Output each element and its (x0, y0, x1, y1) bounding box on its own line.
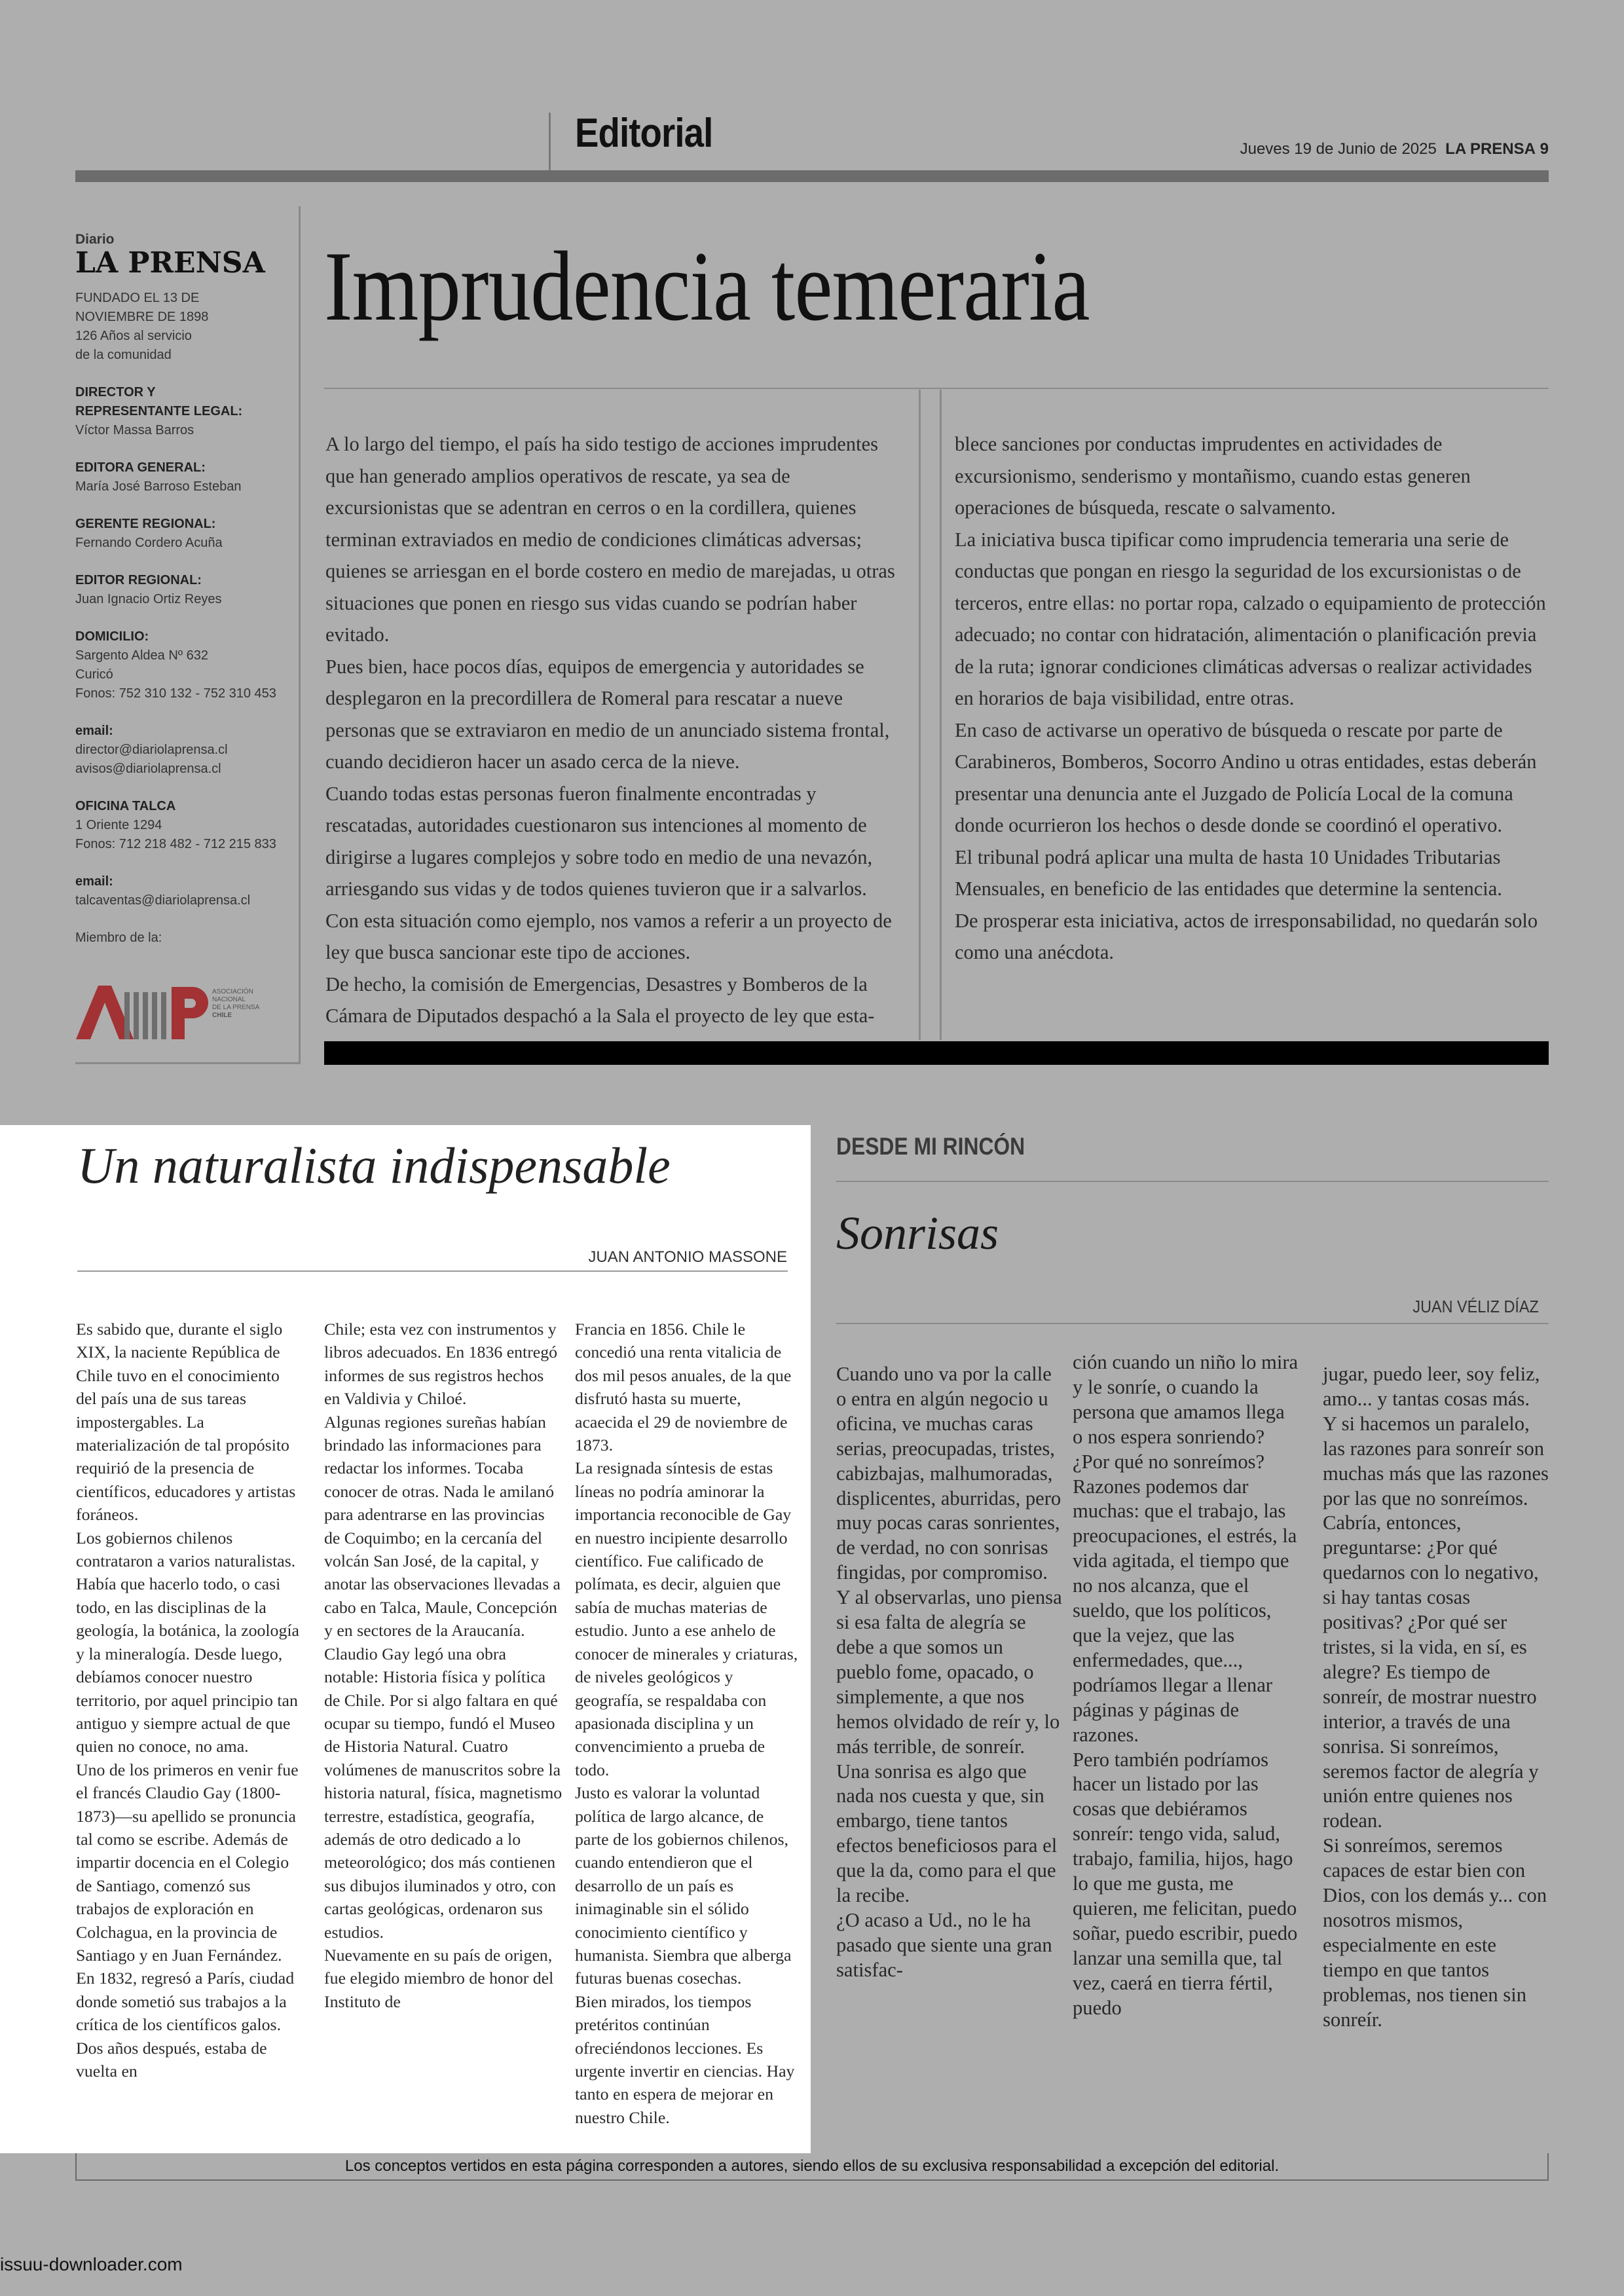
editorial-title: Imprudencia temeraria (324, 231, 1090, 341)
anp-logo-p (172, 987, 208, 1039)
editor-label: EDITOR REGIONAL: (75, 573, 202, 587)
email2-label: email: (75, 874, 113, 889)
sonrisas-column-1 (836, 1362, 1062, 1983)
editorial-left-column (325, 428, 908, 1032)
naturalista-column-3 (575, 1318, 801, 2129)
paragraph: ¿Por qué no sonreímos? Razones podemos dar muchas: que el trabajo, las preocupaciones, el estrés, la vida agitada, el tiempo que no nos alcanza, que el sueldo, que los políticos, que la vejez, que las enfermedades, que..., podríamos llegar a llenar páginas y páginas de razones. (1073, 1450, 1297, 1746)
paragraph: Con esta situación como ejemplo, nos vamos a referir a un proyecto de ley que busca sancionar este tipo de acciones. (325, 909, 892, 963)
years-line: 126 Años al servicio (75, 329, 192, 343)
paragraph: ¿O acaso a Ud., no le ha pasado que siente una gran satisfac- (836, 1908, 1052, 1981)
svg-text:DE LA PRENSA: DE LA PRENSA (212, 1004, 260, 1011)
kicker-rule (836, 1181, 1549, 1182)
domicilio-label: DOMICILIO: (75, 629, 149, 644)
paragraph: Chile; esta vez con instrumentos y libros adecuados. En 1836 entregó informes de sus registros hechos en Valdivia y Chiloé. (324, 1320, 558, 1409)
label-line: DIRECTOR Y (75, 385, 156, 399)
header-page-number: 9 (1540, 140, 1549, 158)
editorial-bottom-bar (324, 1041, 1549, 1065)
paragraph: Es sabido que, durante el siglo XIX, la naciente República de Chile tuvo en el conocimiento del país una de sus tareas impostergables. La materialización de tal propósito requirió de la presencia de científicos, educadores y artistas foráneos. (76, 1320, 296, 1525)
email-label: email: (75, 724, 113, 738)
watermark-link[interactable]: issuu-downloader.com (0, 2254, 183, 2274)
paragraph: Algunas regiones sureñas habían brindado las informaciones para redactar los informes. Tocaba conocer de otras. Nada le amilanó para adentrarse en las provincias de Coquimbo; en la cercanía del volcán San José, de la capital, y anotar las observaciones llevadas a cabo en Talca, Maule, Concepción y en sectores de la Araucanía. (324, 1412, 561, 1640)
anp-logo (73, 979, 283, 1045)
anp-logo-n (124, 992, 166, 1039)
naturalista-title: Un naturalista indispensable (77, 1137, 671, 1194)
paragraph: Cuando todas estas personas fueron finalmente encontradas y rescatadas, autoridades cuestionaron sus intenciones al momento de dirigirse a lugares complejos y sobre todo en medio de una nevazón, arriesgando sus vidas y de todos quienes tuvieron que ir a salvarlos. (325, 782, 873, 900)
sonrisas-column-2 (1073, 1350, 1299, 2020)
founded-line: FUNDADO EL 13 DE (75, 291, 200, 305)
paragraph: Los gobiernos chilenos contrataron a varios naturalistas. Había que hacerlo todo, o casi todo, en las disciplinas de la geología, la botánica, la zoología y la mineralogía. Desde luego, debíamos conocer nuestro territorio, por aquel principio tan antiguo y siempre actual de que quien no conoce, no ama. (76, 1528, 299, 1756)
paragraph: Y si hacemos un paralelo, las razones para sonreír son muchas más que las razones por las que no sonreímos. (1323, 1412, 1549, 1509)
paragraph: El tribunal podrá aplicar una multa de hasta 10 Unidades Tributarias Mensuales, en beneficio de las entidades que determine la sentencia. (955, 845, 1502, 900)
paragraph: Nuevamente en su país de origen, fue elegido miembro de honor del Instituto de (324, 1945, 554, 2011)
paragraph: Claudio Gay legó una obra notable: Historia física y política de Chile. Por si algo faltara en qué ocupar su tiempo, fundó el Museo de Historia Natural. Cuatro volúmenes de manuscritos sobre la historia natural, física, magnetismo terrestre, estadística, geografía, además de otro dedicado a lo meteorológico; dos más contienen sus dibujos iluminados y otro, con cartas geológicas, ordenaron sus estudios. (324, 1644, 563, 1942)
paragraph: Justo es valorar la voluntad política de largo alcance, de parte de los gobiernos chilenos, cuando entendieron que el desarrollo de un país es inimaginable sin el sólido conocimiento científico y humanista. Siembra que alberga futuras buenas cosechas. (575, 1783, 792, 1988)
naturalista-column-1 (76, 1318, 302, 2083)
paragraph: La iniciativa busca tipificar como imprudencia temeraria una serie de conductas que pongan en riesgo la seguridad de los excursionistas o de terceros, entre ellas: no portar ropa, calzado o equipamiento de protección adecuado; no contar con hidratación, alimentación o planificación previa de la ruta; ignorar condiciones climáticas adversas o realizar actividades en horarios de baja visibilidad, entre otras. (955, 528, 1546, 709)
talca-phones: Fonos: 712 218 482 - 712 215 833 (75, 837, 276, 851)
naturalista-author: JUAN ANTONIO MASSONE (588, 1248, 787, 1266)
column-separator (919, 390, 921, 1040)
domicilio-phones: Fonos: 752 310 132 - 752 310 453 (75, 686, 276, 701)
paragraph: A lo largo del tiempo, el país ha sido testigo de acciones imprudentes que han generado amplios operativos de rescate, ya sea de excursionistas que se adentran en cerros o en la cordillera, quienes terminan extraviados en medio de condiciones climáticas adversas; quienes se arriesgan en el borde costero en medio de marejadas, u otras situaciones que ponen en riesgo sus vidas cuando se podrían haber evitado. (325, 433, 895, 646)
paragraph: Uno de los primeros en venir fue el francés Claudio Gay (1800-1873)—su apellido se pronuncia tal como se escribe. Además de impartir docencia en el Colegio de Santiago, comenzó sus trabajos de exploración en Colchagua, en la provincia de Santiago y en Juan Fernández. En 1832, regresó a París, ciudad donde sometió sus trabajos a la crítica de los científicos galos. Dos años después, estaba de vuelta en (76, 1760, 299, 2081)
paragraph: Cabría, entonces, preguntarse: ¿Por qué quedarnos con lo negativo, si hay tantas cosas positivas? ¿Por qué ser tristes, si la vida, en sí, es alegre? Es tiempo de sonreír, de mostrar nuestro interior, a través de una sonrisa. Si sonreímos, seremos factor de alegría y unión entre quienes nos rodean. (1323, 1511, 1539, 1832)
sonrisas-rule (836, 1323, 1549, 1324)
email-avisos: avisos@diariolaprensa.cl (75, 762, 221, 776)
header-rule (75, 170, 1549, 182)
masthead-diario: Diario (75, 232, 115, 247)
sonrisas-column-3 (1323, 1362, 1549, 2032)
header-dateline (1240, 140, 1549, 158)
masthead (75, 232, 291, 948)
paragraph: Bien mirados, los tiempos pretéritos continúan ofreciéndonos lecciones. Es urgente invertir en ciencias. Hay tanto en espera de mejorar en nuestro Chile. (575, 1991, 795, 2127)
editorial-right-column (955, 428, 1547, 969)
member-label: Miembro de la: (75, 931, 162, 945)
masthead-bottom-rule (75, 1062, 301, 1064)
editorial-rule (324, 388, 1549, 389)
gerente-name: Fernando Cordero Acuña (75, 536, 223, 550)
paragraph: En caso de activarse un operativo de búsqueda o rescate por parte de Carabineros, Bomberos, Socorro Andino u otras entidades, estas deberán presentar una denuncia ante el Juzgado de Policía Local de la comuna donde ocurrieron los hechos o desde donde se coordinó el operativo. (955, 718, 1537, 836)
email-talca: talcaventas@diariolaprensa.cl (75, 893, 251, 908)
paragraph: De hecho, la comisión de Emergencias, Desastres y Bomberos de la Cámara de Diputados despachó a la Sala el proyecto de ley que esta- (325, 972, 875, 1027)
label-line: REPRESENTANTE LEGAL: (75, 404, 243, 418)
paragraph: La resignada síntesis de estas líneas no podría aminorar la importancia reconocible de Gay en nuestro incipiente desarrollo científico. Fue calificado de polímata, es decir, alguien que sabía de muchas materias de estudio. Junto a ese anhelo de conocer de minerales y criaturas, de niveles geológicos y geografía, se respaldaba con apasionada disciplina y un convencimiento a prueba de todo. (575, 1458, 798, 1779)
column-separator (940, 390, 942, 1040)
paragraph: Una sonrisa es algo que nada nos cuesta y que, sin embargo, tiene tantos efectos beneficiosos para el que la da, como para el que la recibe. (836, 1760, 1058, 1907)
paragraph: De prosperar esta iniciativa, actos de irresponsabilidad, no quedarán solo como una anécdota. (955, 909, 1538, 963)
masthead-brand: LA PRENSA (75, 246, 265, 280)
svg-text:NACIONAL: NACIONAL (212, 996, 246, 1003)
paragraph: Francia en 1856. Chile le concedió una renta vitalicia de dos mil pesos anuales, de la que disfrutó hasta su muerte, acaecida el 29 de noviembre de 1873. (575, 1320, 792, 1455)
gerente-label: GERENTE REGIONAL: (75, 517, 216, 531)
disclaimer-text: Los conceptos vertidos en esta página corresponden a autores, siendo ellos de su exclusiva responsabilidad a excepción del editorial. (344, 2157, 1280, 2175)
editora-label: EDITORA GENERAL: (75, 460, 206, 475)
masthead-divider (299, 206, 301, 1064)
founded-line: NOVIEMBRE DE 1898 (75, 310, 209, 324)
paragraph: Pero también podríamos hacer un listado por las cosas que debiéramos sonreír: tengo vida, salud, trabajo, familia, hijos, hago lo que me gusta, me quieren, me felicitan, puedo soñar, puedo escribir, puedo lanzar una semilla que, tal vez, caerá en tierra fértil, puedo (1073, 1748, 1298, 2019)
paragraph: blece sanciones por conductas imprudentes en actividades de excursionismo, senderismo y montañismo, cuando estas generen operaciones de búsqueda, rescate o salvamento. (955, 433, 1471, 519)
paragraph: Si sonreímos, seremos capaces de estar bien con Dios, con los demás y... con nosotros mismos, especialmente en este tiempo en que tantos problemas, nos tienen sin sonreír. (1323, 1834, 1547, 2031)
director-label (75, 383, 291, 421)
paragraph: jugar, puedo leer, soy feliz, amo... y tantas cosas más. (1323, 1363, 1540, 1410)
section-title: Editorial (575, 111, 713, 156)
paragraph: Y al observarlas, uno piensa si esa falta de alegría se debe a que somos un pueblo fome, opacado, o simplemente, a que nos hemos olvidado de reír y, lo más terrible, de sonreír. (836, 1586, 1062, 1758)
svg-text:CHILE: CHILE (212, 1012, 232, 1019)
domicilio-line: Sargento Aldea Nº 632 (75, 648, 209, 663)
paragraph: Pues bien, hace pocos días, equipos de emergencia y autoridades se desplegaron en la precordillera de Romeral para rescatar a nueve personas que se extraviaron en medio de un anunciado sistema frontal, cuando decidieron hacer un asado cerca de la nieve. (325, 655, 890, 773)
header-date: Jueves 19 de Junio de 2025 (1240, 140, 1437, 158)
anp-logo-text (212, 987, 260, 1019)
editor-name: Juan Ignacio Ortiz Reyes (75, 592, 222, 606)
director-name: Víctor Massa Barros (75, 423, 194, 437)
naturalista-column-2 (324, 1318, 563, 2013)
talca-address: 1 Oriente 1294 (75, 818, 162, 832)
column-kicker: DESDE MI RINCÓN (836, 1133, 1025, 1160)
editora-name: María José Barroso Esteban (75, 479, 242, 494)
talca-label: OFICINA TALCA (75, 799, 176, 813)
paragraph: Cuando uno va por la calle o entra en algún negocio u oficina, ve muchas caras serias, preocupadas, tristes, cabizbajas, malhumoradas, displicentes, aburridas, pero muy pocas caras sonrientes, de verdad, no con sonrisas fingidas, por compromiso. (836, 1363, 1061, 1584)
svg-text:ASOCIACIÓN: ASOCIACIÓN (212, 988, 253, 995)
header-paper-name: LA PRENSA (1445, 140, 1536, 158)
years-line: de la comunidad (75, 348, 172, 362)
email-director: director@diariolaprensa.cl (75, 743, 228, 757)
domicilio-line: Curicó (75, 667, 113, 682)
masthead-founded (75, 289, 291, 365)
naturalista-rule (77, 1270, 788, 1272)
sonrisas-author: JUAN VÉLIZ DÍAZ (1412, 1297, 1539, 1316)
header-separator (549, 113, 551, 170)
paragraph: ción cuando un niño lo mira y le sonríe, o cuando la persona que amamos llega o nos espera sonriendo? (1073, 1351, 1299, 1448)
sonrisas-title: Sonrisas (836, 1207, 999, 1259)
